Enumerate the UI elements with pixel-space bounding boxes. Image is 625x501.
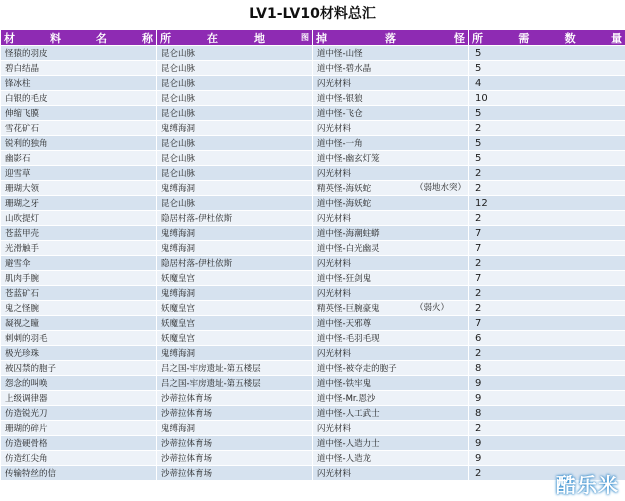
material-name-cell-text: 迎雪草 xyxy=(5,169,31,179)
location-cell-text: 昆仑山脉 xyxy=(161,64,196,74)
quantity-cell xyxy=(469,331,625,346)
material-name-cell-text: 珊瑚之牙 xyxy=(5,199,40,209)
drop-monster-cell xyxy=(313,436,469,451)
material-name-cell xyxy=(1,136,157,151)
drop-monster-cell xyxy=(313,451,469,466)
drop-monster-cell xyxy=(313,91,469,106)
material-name-cell-text: 肌肉手腕 xyxy=(5,274,40,284)
drop-monster-cell-text: 道中怪-海妖蛇 xyxy=(317,199,372,209)
drop-monster-cell xyxy=(313,61,469,76)
drop-monster-cell xyxy=(313,406,469,421)
location-cell xyxy=(157,106,313,121)
location-cell-text: 鬼缚海洞 xyxy=(161,244,196,254)
quantity-cell-text: 2 xyxy=(475,302,482,314)
material-name-cell-text: 锐利的独角 xyxy=(5,139,48,149)
material-name-cell xyxy=(1,76,157,91)
drop-monster-cell-text: 闪光材料 xyxy=(317,169,352,179)
location-cell-text: 鬼缚海洞 xyxy=(161,229,196,239)
material-name-cell xyxy=(1,196,157,211)
drop-monster-cell xyxy=(313,466,469,481)
header-location: 所 在 地 图 xyxy=(157,30,313,46)
quantity-cell xyxy=(469,166,625,181)
table-row xyxy=(1,376,625,391)
quantity-cell-text: 4 xyxy=(475,77,482,89)
location-cell xyxy=(157,466,313,481)
material-name-cell-text: 凝视之瞳 xyxy=(5,319,40,329)
material-name-cell xyxy=(1,61,157,76)
quantity-cell-text: 6 xyxy=(475,332,482,344)
weakness-note: （弱火） xyxy=(415,303,450,313)
table-row xyxy=(1,151,625,166)
location-cell-text: 沙蒂拉体育场 xyxy=(161,409,213,419)
drop-monster-cell-text: 道中怪-毛羽毛现 xyxy=(317,334,380,344)
quantity-cell xyxy=(469,136,625,151)
material-name-cell xyxy=(1,211,157,226)
drop-monster-cell-text: 道中怪-人工武士 xyxy=(317,409,380,419)
quantity-cell-text: 9 xyxy=(475,377,482,389)
table-row xyxy=(1,451,625,466)
location-cell-text: 昆仑山脉 xyxy=(161,154,196,164)
quantity-cell-text: 5 xyxy=(475,47,482,59)
material-name-cell xyxy=(1,331,157,346)
location-cell xyxy=(157,46,313,61)
table-row xyxy=(1,76,625,91)
quantity-cell xyxy=(469,286,625,301)
table-row xyxy=(1,241,625,256)
drop-monster-cell-text: 闪光材料 xyxy=(317,259,352,269)
material-name-cell xyxy=(1,316,157,331)
material-name-cell-text: 传输特丝的信 xyxy=(5,469,57,479)
quantity-cell-text: 2 xyxy=(475,347,482,359)
material-name-cell xyxy=(1,106,157,121)
table-row xyxy=(1,406,625,421)
material-name-cell-text: 珊瑚大领 xyxy=(5,184,40,194)
location-cell-text: 沙蒂拉体育场 xyxy=(161,454,213,464)
drop-monster-cell-text: 道中怪-碧水晶 xyxy=(317,64,372,74)
location-cell xyxy=(157,151,313,166)
material-name-cell-text: 鬼之怪腕 xyxy=(5,304,40,314)
drop-monster-cell xyxy=(313,316,469,331)
quantity-cell-text: 2 xyxy=(475,422,482,434)
drop-monster-cell xyxy=(313,241,469,256)
drop-monster-cell-text: 道中怪-白光幽灵 xyxy=(317,244,380,254)
location-cell xyxy=(157,376,313,391)
drop-monster-cell-text: 闪光材料 xyxy=(317,424,352,434)
table-row xyxy=(1,106,625,121)
material-name-cell-text: 白银的毛皮 xyxy=(5,94,48,104)
drop-monster-cell-text: 闪光材料 xyxy=(317,214,352,224)
drop-monster-cell-text: 道中怪-Mr.恩沙 xyxy=(317,394,376,404)
location-cell xyxy=(157,226,313,241)
quantity-cell-text: 7 xyxy=(475,272,482,284)
location-cell xyxy=(157,211,313,226)
location-cell xyxy=(157,391,313,406)
material-name-cell xyxy=(1,256,157,271)
header-drop-monster: 掉 落 怪 xyxy=(313,30,469,46)
drop-monster-cell-text: 闪光材料 xyxy=(317,469,352,479)
location-cell xyxy=(157,121,313,136)
quantity-cell xyxy=(469,451,625,466)
quantity-cell xyxy=(469,121,625,136)
drop-monster-cell-text: 闪光材料 xyxy=(317,349,352,359)
location-cell-text: 昆仑山脉 xyxy=(161,169,196,179)
quantity-cell xyxy=(469,241,625,256)
location-cell-text: 妖魔皇宫 xyxy=(161,304,196,314)
drop-monster-cell-text: 道中怪-一角 xyxy=(317,139,363,149)
material-name-cell xyxy=(1,226,157,241)
material-name-cell-text: 山吹提灯 xyxy=(5,214,40,224)
drop-monster-cell xyxy=(313,391,469,406)
header-quantity: 所 需 数 量 xyxy=(469,30,625,46)
location-cell-text: 昆仑山脉 xyxy=(161,49,196,59)
material-name-cell xyxy=(1,436,157,451)
drop-monster-cell xyxy=(313,301,469,316)
table-row xyxy=(1,466,625,481)
material-name-cell xyxy=(1,346,157,361)
location-cell-text: 沙蒂拉体育场 xyxy=(161,394,213,404)
material-name-cell-text: 碧白结晶 xyxy=(5,64,40,74)
quantity-cell xyxy=(469,61,625,76)
location-cell xyxy=(157,256,313,271)
table-row xyxy=(1,421,625,436)
material-name-cell-text: 锋冰柱 xyxy=(5,79,31,89)
table-row xyxy=(1,91,625,106)
table-row xyxy=(1,46,625,61)
material-name-cell-text: 雪花矿石 xyxy=(5,124,40,134)
drop-monster-cell xyxy=(313,166,469,181)
quantity-cell-text: 7 xyxy=(475,227,482,239)
drop-monster-cell xyxy=(313,196,469,211)
location-cell-text: 鬼缚海洞 xyxy=(161,184,196,194)
quantity-cell xyxy=(469,436,625,451)
quantity-cell xyxy=(469,106,625,121)
location-cell xyxy=(157,91,313,106)
location-cell xyxy=(157,166,313,181)
location-cell xyxy=(157,451,313,466)
drop-monster-cell xyxy=(313,256,469,271)
material-name-cell xyxy=(1,91,157,106)
drop-monster-cell-text: 道中怪-人造力士 xyxy=(317,439,380,449)
quantity-cell-text: 7 xyxy=(475,317,482,329)
location-cell-text: 沙蒂拉体育场 xyxy=(161,469,213,479)
material-name-cell-text: 刺刺的羽毛 xyxy=(5,334,48,344)
table-body xyxy=(1,46,625,481)
table-row xyxy=(1,271,625,286)
material-name-cell xyxy=(1,286,157,301)
drop-monster-cell xyxy=(313,361,469,376)
location-cell-text: 昆仑山脉 xyxy=(161,79,196,89)
material-name-cell-text: 上级调律器 xyxy=(5,394,48,404)
header-material: 材 料 名 称 xyxy=(1,30,157,46)
drop-monster-cell xyxy=(313,286,469,301)
table-row xyxy=(1,346,625,361)
material-name-cell xyxy=(1,241,157,256)
table-row xyxy=(1,61,625,76)
drop-monster-cell-text: 道中怪-天邪尊 xyxy=(317,319,372,329)
drop-monster-cell-text: 道中怪-被夺走的胞子 xyxy=(317,364,397,374)
table-row xyxy=(1,166,625,181)
quantity-cell-text: 2 xyxy=(475,182,482,194)
location-cell xyxy=(157,331,313,346)
quantity-cell-text: 2 xyxy=(475,287,482,299)
drop-monster-cell xyxy=(313,151,469,166)
quantity-cell-text: 2 xyxy=(475,467,482,479)
material-name-cell xyxy=(1,301,157,316)
material-name-cell-text: 被囚禁的胞子 xyxy=(5,364,57,374)
location-cell xyxy=(157,286,313,301)
drop-monster-cell-text: 道中怪-银狼 xyxy=(317,94,363,104)
drop-monster-cell-text: 精英怪-海妖蛇 xyxy=(317,184,372,194)
material-name-cell-text: 光滑触手 xyxy=(5,244,40,254)
material-name-cell xyxy=(1,271,157,286)
quantity-cell xyxy=(469,226,625,241)
table-row xyxy=(1,196,625,211)
location-cell xyxy=(157,316,313,331)
material-name-cell-text: 怪猿的羽皮 xyxy=(5,49,48,59)
quantity-cell xyxy=(469,346,625,361)
table-row xyxy=(1,301,625,316)
location-cell-text: 隐居村落-伊杜依斯 xyxy=(161,259,233,269)
location-cell xyxy=(157,241,313,256)
drop-monster-cell-text: 闪光材料 xyxy=(317,289,352,299)
material-name-cell xyxy=(1,46,157,61)
table-row xyxy=(1,436,625,451)
table-row xyxy=(1,391,625,406)
drop-monster-cell-text: 道中怪-幽玄灯笼 xyxy=(317,154,380,164)
table-row xyxy=(1,256,625,271)
quantity-cell xyxy=(469,181,625,196)
location-cell xyxy=(157,181,313,196)
location-cell-text: 昆仑山脉 xyxy=(161,109,196,119)
material-name-cell-text: 仿造锐光刀 xyxy=(5,409,48,419)
location-cell xyxy=(157,271,313,286)
material-name-cell xyxy=(1,451,157,466)
location-cell-text: 鬼缚海洞 xyxy=(161,124,196,134)
quantity-cell xyxy=(469,76,625,91)
table-row xyxy=(1,181,625,196)
material-name-cell-text: 幽影石 xyxy=(5,154,31,164)
location-cell-text: 妖魔皇宫 xyxy=(161,334,196,344)
location-cell xyxy=(157,361,313,376)
quantity-cell-text: 10 xyxy=(475,92,488,104)
drop-monster-cell-text: 道中怪-人造龙 xyxy=(317,454,372,464)
material-name-cell xyxy=(1,391,157,406)
drop-monster-cell-text: 闪光材料 xyxy=(317,79,352,89)
material-name-cell-text: 仿造硬骨格 xyxy=(5,439,48,449)
location-cell xyxy=(157,136,313,151)
table-row xyxy=(1,121,625,136)
location-cell xyxy=(157,346,313,361)
location-cell xyxy=(157,196,313,211)
quantity-cell-text: 7 xyxy=(475,242,482,254)
quantity-cell xyxy=(469,301,625,316)
quantity-cell-text: 5 xyxy=(475,62,482,74)
quantity-cell-text: 5 xyxy=(475,152,482,164)
drop-monster-cell xyxy=(313,76,469,91)
table-row xyxy=(1,331,625,346)
drop-monster-cell xyxy=(313,331,469,346)
table-row xyxy=(1,226,625,241)
material-name-cell xyxy=(1,406,157,421)
quantity-cell xyxy=(469,91,625,106)
quantity-cell xyxy=(469,151,625,166)
location-cell xyxy=(157,76,313,91)
material-name-cell xyxy=(1,361,157,376)
material-name-cell-text: 苍蓝矿石 xyxy=(5,289,40,299)
quantity-cell-text: 9 xyxy=(475,452,482,464)
material-name-cell-text: 伸缩飞膜 xyxy=(5,109,40,119)
quantity-cell xyxy=(469,391,625,406)
materials-table xyxy=(0,29,625,481)
location-cell xyxy=(157,421,313,436)
quantity-cell-text: 12 xyxy=(475,197,488,209)
location-cell-text: 鬼缚海洞 xyxy=(161,424,196,434)
quantity-cell xyxy=(469,256,625,271)
location-cell-text: 妖魔皇宫 xyxy=(161,274,196,284)
drop-monster-cell-text: 精英怪-巨腕豪鬼 xyxy=(317,304,380,314)
location-cell-text: 鬼缚海洞 xyxy=(161,289,196,299)
quantity-cell-text: 5 xyxy=(475,137,482,149)
material-name-cell-text: 珊瑚的碎片 xyxy=(5,424,48,434)
weakness-note: （弱地水突） xyxy=(415,183,467,193)
quantity-cell-text: 2 xyxy=(475,122,482,134)
material-name-cell xyxy=(1,421,157,436)
material-name-cell xyxy=(1,181,157,196)
drop-monster-cell xyxy=(313,346,469,361)
drop-monster-cell-text: 道中怪-飞仓 xyxy=(317,109,363,119)
quantity-cell-text: 9 xyxy=(475,437,482,449)
material-name-cell-text: 仿造红尖角 xyxy=(5,454,48,464)
drop-monster-cell xyxy=(313,106,469,121)
quantity-cell-text: 5 xyxy=(475,107,482,119)
table-row xyxy=(1,136,625,151)
quantity-cell xyxy=(469,46,625,61)
table-row xyxy=(1,361,625,376)
material-name-cell-text: 怨念的叫唤 xyxy=(5,379,48,389)
table-row xyxy=(1,211,625,226)
quantity-cell-text: 9 xyxy=(475,392,482,404)
quantity-cell xyxy=(469,271,625,286)
location-cell-text: 昆仑山脉 xyxy=(161,94,196,104)
location-cell-text: 昆仑山脉 xyxy=(161,139,196,149)
quantity-cell-text: 2 xyxy=(475,167,482,179)
location-cell xyxy=(157,61,313,76)
material-name-cell xyxy=(1,121,157,136)
drop-monster-cell xyxy=(313,421,469,436)
quantity-cell xyxy=(469,211,625,226)
drop-monster-cell xyxy=(313,121,469,136)
location-cell xyxy=(157,406,313,421)
quantity-cell-text: 2 xyxy=(475,212,482,224)
drop-monster-cell xyxy=(313,226,469,241)
drop-monster-cell-text: 道中怪-铁牢鬼 xyxy=(317,379,372,389)
location-cell-text: 吕之国-牢房遗址-第五楼层 xyxy=(161,364,261,374)
quantity-cell xyxy=(469,196,625,211)
location-cell xyxy=(157,436,313,451)
material-name-cell-text: 极光珍珠 xyxy=(5,349,40,359)
quantity-cell xyxy=(469,376,625,391)
location-cell-text: 昆仑山脉 xyxy=(161,199,196,209)
quantity-cell xyxy=(469,361,625,376)
table-row xyxy=(1,286,625,301)
drop-monster-cell xyxy=(313,211,469,226)
page-title: LV1-LV10材料总汇 xyxy=(249,6,376,22)
drop-monster-cell-text: 闪光材料 xyxy=(317,124,352,134)
drop-monster-cell xyxy=(313,136,469,151)
quantity-cell-text: 2 xyxy=(475,257,482,269)
location-cell-text: 妖魔皇宫 xyxy=(161,319,196,329)
material-name-cell xyxy=(1,376,157,391)
drop-monster-cell-text: 道中怪-狂剑鬼 xyxy=(317,274,372,284)
drop-monster-cell-text: 道中怪-山怪 xyxy=(317,49,363,59)
material-name-cell xyxy=(1,466,157,481)
table-row xyxy=(1,316,625,331)
drop-monster-cell xyxy=(313,181,469,196)
drop-monster-cell xyxy=(313,271,469,286)
location-cell xyxy=(157,301,313,316)
material-name-cell-text: 苍蓝甲壳 xyxy=(5,229,40,239)
material-name-cell xyxy=(1,166,157,181)
table-header-row xyxy=(1,30,625,46)
quantity-cell xyxy=(469,421,625,436)
quantity-cell-text: 8 xyxy=(475,362,482,374)
quantity-cell-text: 8 xyxy=(475,407,482,419)
watermark-logo: 酷乐米 xyxy=(556,473,619,497)
drop-monster-cell-text: 道中怪-海潮蛀蟒 xyxy=(317,229,380,239)
drop-monster-cell xyxy=(313,46,469,61)
location-cell-text: 沙蒂拉体育场 xyxy=(161,439,213,449)
quantity-cell xyxy=(469,316,625,331)
quantity-cell xyxy=(469,406,625,421)
location-cell-text: 隐居村落-伊杜依斯 xyxy=(161,214,233,224)
material-name-cell xyxy=(1,151,157,166)
drop-monster-cell xyxy=(313,376,469,391)
location-cell-text: 吕之国-牢房遗址-第五楼层 xyxy=(161,379,261,389)
location-cell-text: 鬼缚海洞 xyxy=(161,349,196,359)
material-name-cell-text: 避雪伞 xyxy=(5,259,31,269)
